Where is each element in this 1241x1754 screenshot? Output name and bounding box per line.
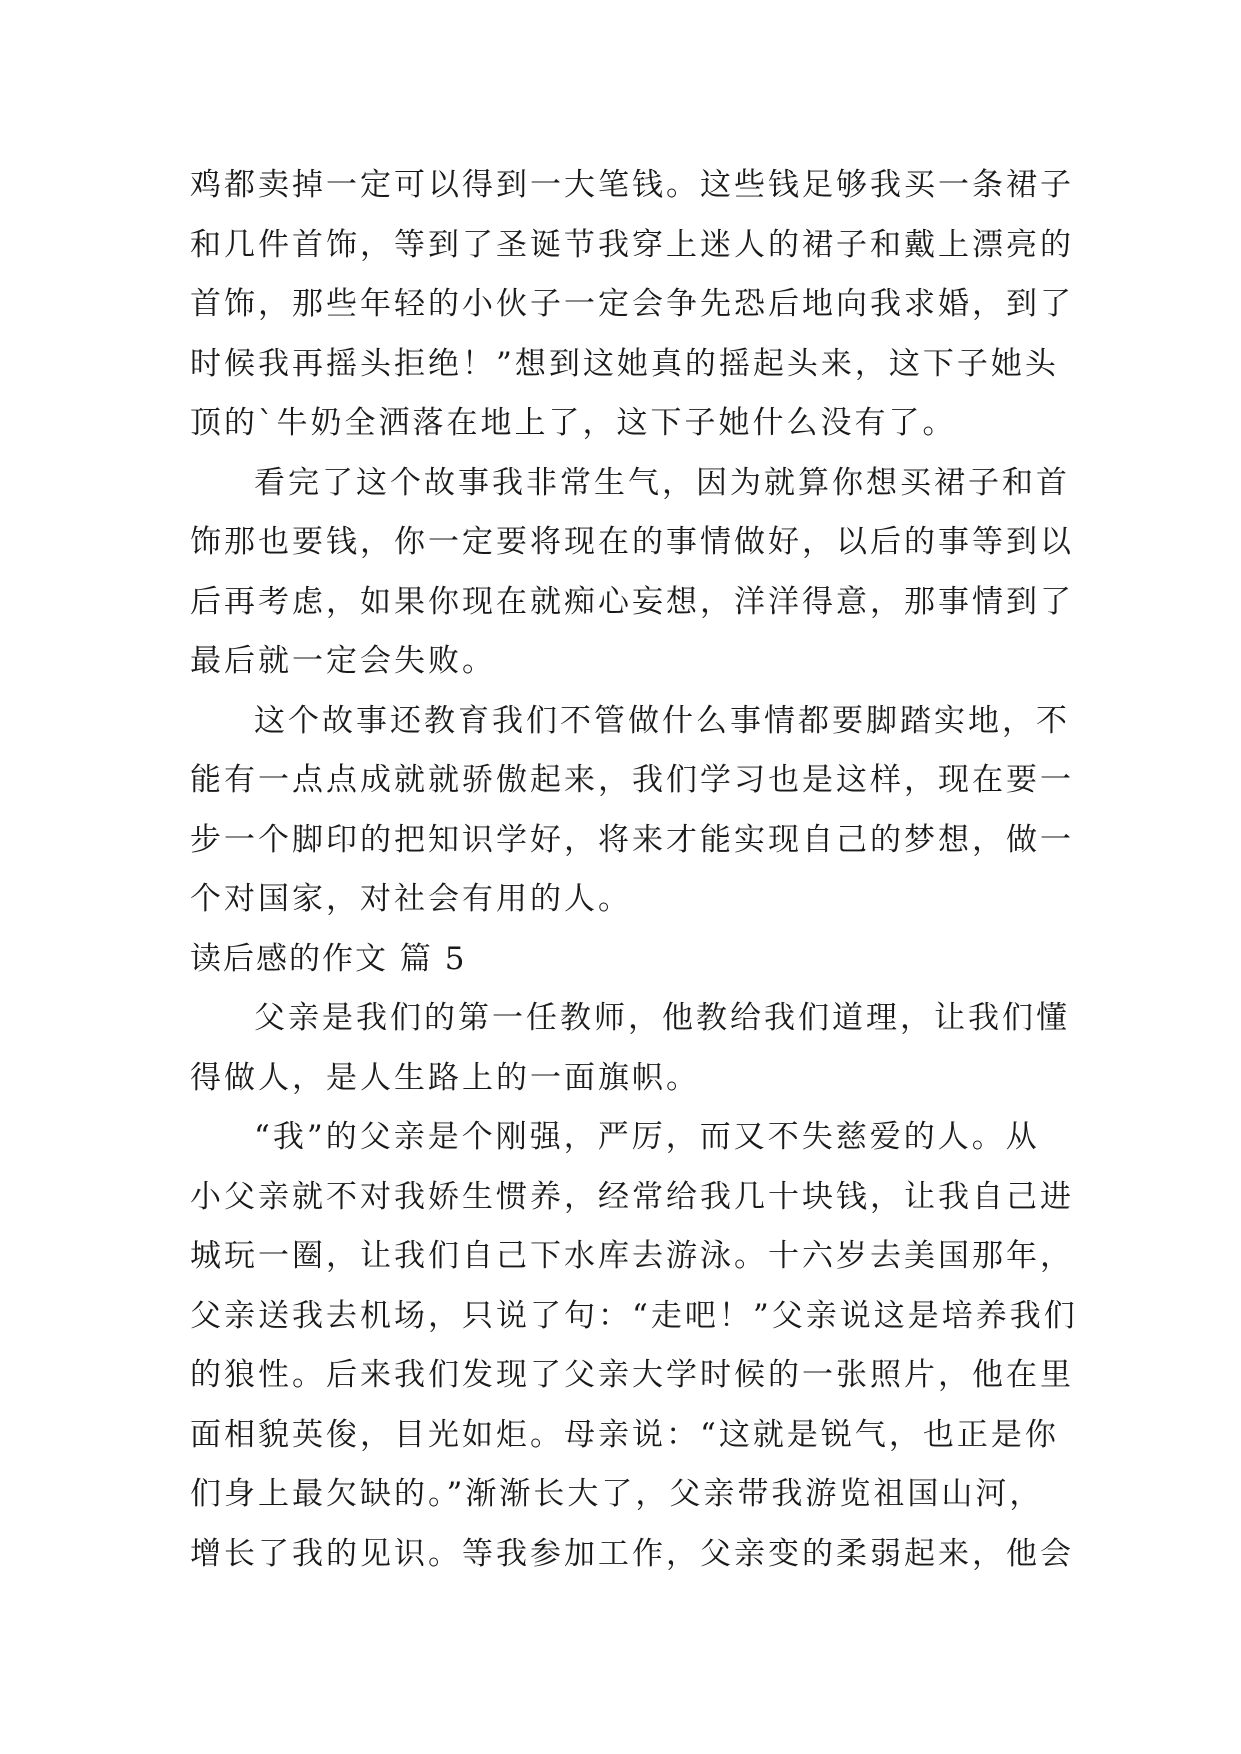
text-line: 父亲是我们的第一任教师，他教给我们道理，让我们懂	[254, 1000, 1070, 1036]
paragraph-3	[190, 692, 1074, 930]
paragraph-4	[190, 989, 1070, 1108]
text-line: 鸡都卖掉一定可以得到一大笔钱。这些钱足够我买一条裙子	[190, 167, 1074, 203]
text-line: 小父亲就不对我娇生惯养，经常给我几十块钱，让我自己进	[190, 1178, 1074, 1215]
text-line: 这个故事还教育我们不管做什么事情都要脚踏实地，不	[254, 702, 1070, 739]
text-line: 步一个脚印的把知识学好，将来才能实现自己的梦想，做一	[190, 821, 1074, 858]
paragraph-1	[190, 156, 1074, 454]
text-line: 增长了我的见识。等我参加工作，父亲变的柔弱起来，他会	[190, 1535, 1074, 1572]
text-line: 看完了这个故事我非常生气，因为就算你想买裙子和首	[254, 464, 1070, 501]
text-line: 首饰，那些年轻的小伙子一定会争先恐后地向我求婚，到了	[190, 286, 1074, 322]
text-line: 顶的`牛奶全洒落在地上了，这下子她什么没有了。	[190, 405, 957, 441]
text-line: 的狼性。后来我们发现了父亲大学时候的一张照片，他在里	[190, 1357, 1074, 1393]
paragraph-2	[190, 454, 1074, 692]
section-heading: 读后感的作文 篇 5	[190, 940, 467, 977]
text-line: 后再考虑，如果你现在就痴心妄想，洋洋得意，那事情到了	[190, 583, 1074, 620]
text-line: 饰那也要钱，你一定要将现在的事情做好，以后的事等到以	[190, 524, 1074, 560]
document-body	[190, 156, 1078, 1584]
text-line: 们身上最欠缺的。”渐渐长大了，父亲带我游览祖国山河，	[190, 1476, 1044, 1512]
text-line: 个对国家，对社会有用的人。	[190, 881, 632, 917]
text-line: 时候我再摇头拒绝！”想到这她真的摇起头来，这下子她头	[190, 345, 1059, 382]
text-line: “我”的父亲是个刚强，严厉，而又不失慈爱的人。从	[254, 1119, 1040, 1155]
text-line: 父亲送我去机场，只说了句：“走吧！”父亲说这是培养我们	[190, 1297, 1078, 1334]
text-line: 和几件首饰，等到了圣诞节我穿上迷人的裙子和戴上漂亮的	[190, 226, 1074, 263]
text-line: 得做人，是人生路上的一面旗帜。	[190, 1059, 700, 1096]
text-line: 能有一点点成就就骄傲起来，我们学习也是这样，现在要一	[190, 762, 1074, 798]
text-line: 城玩一圈，让我们自己下水库去游泳。十六岁去美国那年，	[190, 1238, 1074, 1274]
text-line: 最后就一定会失败。	[190, 643, 496, 679]
text-line: 面相貌英俊，目光如炬。母亲说：“这就是锐气，也正是你	[190, 1416, 1059, 1453]
paragraph-5	[190, 1108, 1078, 1584]
